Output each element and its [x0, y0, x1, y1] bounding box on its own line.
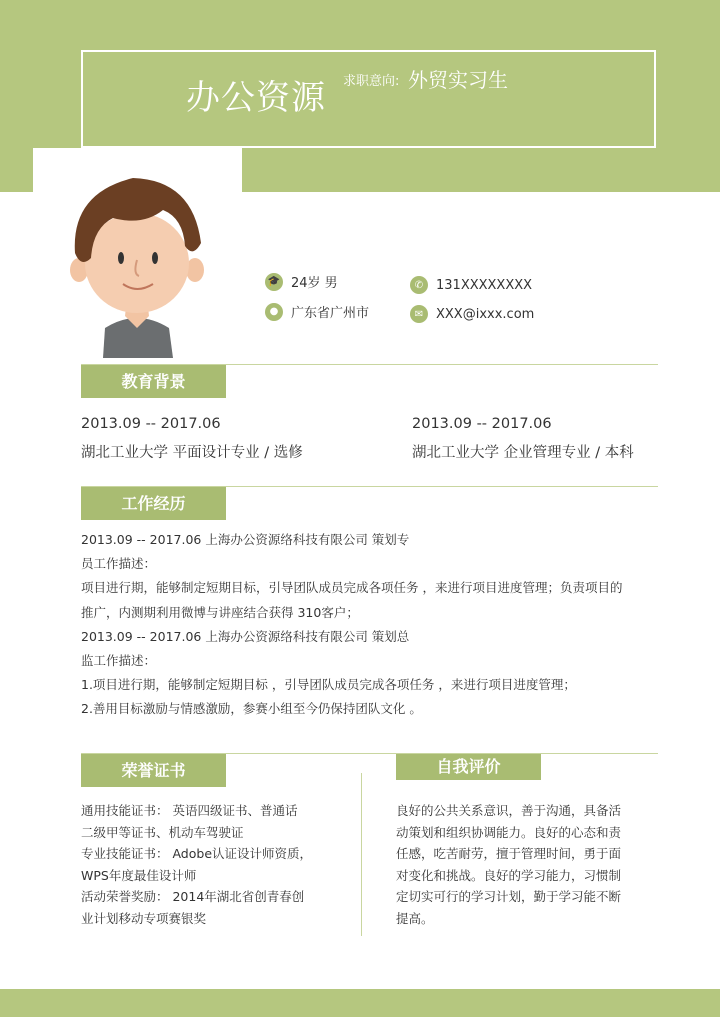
- age-gender: [265, 272, 338, 291]
- self-line: 动策划和组织协调能力。良好的心态和责: [396, 824, 622, 840]
- section-title-work: 工作经历: [81, 487, 226, 520]
- honor-line: 专业技能证书： Adobe认证设计师资质，: [81, 846, 313, 861]
- work-line: 员工作描述：: [81, 556, 157, 572]
- job-intent: 外贸实习生: [408, 68, 508, 92]
- mail-icon: ✉: [410, 305, 428, 323]
- work-line: 2013.09 -- 2017.06 上海办公资源络科技有限公司 策划专: [81, 532, 410, 547]
- self-line: 提高。: [396, 910, 434, 926]
- work-line: 项目进行期，能够制定短期目标，引导团队成员完成各项任务 ，来进行项目进度管理；负责项目的: [81, 580, 623, 596]
- honor-line: WPS年度最佳设计师: [81, 867, 197, 883]
- work-line: 2.善用目标激励与情感激励，参赛小组至今仍保持团队文化 。: [81, 701, 422, 717]
- column-divider: [361, 773, 362, 936]
- footer-band: [0, 989, 720, 1017]
- phone: [410, 276, 532, 294]
- work-line: 推广，内测期利用微博与讲座结合获得 310客户；: [81, 604, 359, 620]
- work-line: 2013.09 -- 2017.06 上海办公资源络科技有限公司 策划总: [81, 628, 410, 644]
- honors-list: [81, 800, 312, 929]
- section-title-education: 教育背景: [81, 365, 226, 398]
- location: [265, 302, 369, 321]
- intent-label: 求职意向:: [343, 74, 400, 89]
- self-line: 良好的公共关系意识，善于沟通，具备活: [396, 803, 622, 818]
- header-frame: [81, 50, 656, 148]
- age-gender-text: 24岁 男: [291, 276, 338, 291]
- work-line: 1.项目进行期，能够制定短期目标 ，引导团队成员完成各项任务 ，来进行项目进度管理；: [81, 677, 576, 693]
- edu-date: 2013.09 -- 2017.06: [81, 416, 221, 432]
- work-line: 监工作描述：: [81, 653, 157, 669]
- work-description: [81, 528, 622, 722]
- honor-line: 二级甲等证书、机动车驾驶证: [81, 824, 244, 840]
- honor-line: 通用技能证书： 英语四级证书、普通话: [81, 803, 298, 818]
- self-eval-text: [396, 800, 621, 929]
- self-line: 定切实可行的学习计划，勤于学习能不断: [396, 889, 622, 904]
- edu-detail: 湖北工业大学 企业管理专业 / 本科: [412, 445, 634, 461]
- self-line: 任感，吃苦耐劳，擅于管理时间，勇于面: [396, 846, 622, 861]
- graduation-cap-icon: 🎓: [265, 273, 283, 291]
- phone-text: 131XXXXXXXX: [436, 277, 533, 293]
- section-title-honors: 荣誉证书: [81, 754, 226, 787]
- candidate-name: 办公资源: [186, 78, 326, 118]
- email-text: XXX@ixxx.com: [436, 306, 535, 322]
- location-pin-icon: ●: [265, 303, 283, 321]
- section-title-self-eval: 自我评价: [396, 754, 541, 780]
- honor-line: 业计划移动专项赛银奖: [81, 910, 207, 926]
- edu-date: 2013.09 -- 2017.06: [412, 416, 552, 432]
- honor-line: 活动荣誉奖励： 2014年湖北省创青春创: [81, 889, 305, 904]
- avatar: [33, 148, 242, 358]
- self-line: 对变化和挑战。良好的学习能力，习惯制: [396, 867, 622, 883]
- edu-detail: 湖北工业大学 平面设计专业 / 选修: [81, 445, 303, 461]
- email: [410, 305, 534, 323]
- location-text: 广东省广州市: [291, 306, 370, 321]
- phone-icon: ✆: [410, 276, 428, 294]
